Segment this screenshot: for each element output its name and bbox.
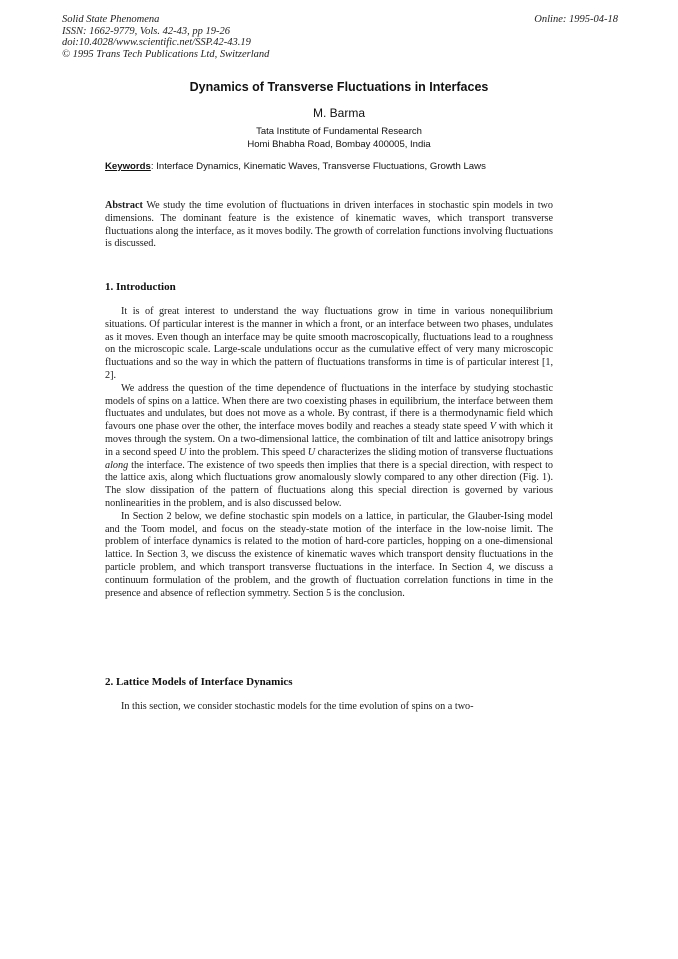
keywords-text: : Interface Dynamics, Kinematic Waves, Transverse Fluctuations, Growth Laws — [150, 161, 486, 172]
section-2-paragraph-1: In this section, we consider stochastic models for the time evolution of spins on a two- — [121, 701, 474, 712]
online-date: Online: 1995-04-18 — [534, 14, 618, 25]
affiliation-line-2: Homi Bhabha Road, Bombay 400005, India — [247, 138, 431, 150]
abstract-label: Abstract — [105, 200, 143, 211]
journal-metadata — [62, 14, 269, 60]
journal-name: Solid State Phenomena — [62, 14, 160, 25]
affiliation-line-1: Tata Institute of Fundamental Research — [256, 126, 422, 137]
symbol-u: U — [307, 446, 316, 458]
intro-p2-text-e: the interface. The existence of two speeds then implies that there is a special direction, with respect to the lattice axis, along which fluctuations grow anomalously slowly compared to any other direction (Fig. 1). The slow dissipation of the pattern of fluctuations along this special direction is governed by various nonlinearities in the problem, and is also discussed below. — [105, 459, 553, 509]
section-2-body — [105, 701, 553, 714]
intro-paragraph-1: It is of great interest to understand the way fluctuations grow in time in various nonequilibrium situations. Of particular interest is the manner in which a front, or an interface between two phases, undulates as it moves. Even though an interface may be quite smooth macroscopically, fluctuations lead to a roughness on the microscopic scale. Large-scale undulations occur as the cumulative effect of very many microscopic fluctuations and so the way in which the pattern of fluctuations transforms in time is of particular interest [1, 2]. — [105, 306, 553, 381]
paper-title: Dynamics of Transverse Fluctuations in Interfaces — [189, 80, 489, 94]
keywords-label: Keywords — [105, 161, 151, 172]
issn-line: ISSN: 1662-9779, Vols. 42-43, pp 19-26 — [62, 25, 230, 37]
abstract — [105, 200, 553, 251]
intro-p2-text-c: into the problem. This speed — [186, 446, 308, 458]
section-1-heading: 1. Introduction — [105, 281, 176, 293]
intro-p2-text-a: We address the question of the time dependence of fluctuations in the interface by studying stochastic models of spins on a lattice. When there are two coexisting phases in equilibrium, the interface between them fluctuates and undulates, but does not move as a whole. By contrast, if there is a thermodynamic field which favours one phase over the other, the interface moves bodily and reaches a steady state speed — [105, 382, 553, 433]
keywords — [105, 161, 575, 172]
doi-line: doi:10.4028/www.scientific.net/SSP.42-43.19 — [62, 37, 251, 49]
symbol-u: U — [179, 446, 187, 458]
symbol-v: V — [489, 421, 497, 433]
section-2-heading: 2. Lattice Models of Interface Dynamics — [105, 676, 293, 688]
intro-paragraph-2 — [105, 383, 553, 511]
affiliation — [0, 126, 678, 151]
section-1-body — [105, 306, 553, 600]
abstract-text: We study the time evolution of fluctuations in driven interfaces in stochastic spin models in two dimensions. The dominant feature is the existence of kinematic waves, which transport transverse fluctuations along the interface, as it moves bodily. The growth of correlation functions involving fluctuations is discussed. — [105, 200, 553, 250]
intro-p2-text-b: with which it moves through the system. On a two-dimensional lattice, the combination of tilt and lattice anisotropy brings in a second speed — [105, 421, 553, 458]
author-name: M. Barma — [312, 106, 365, 120]
intro-p2-text-d: characterizes the sliding motion of transverse fluctuations — [315, 446, 554, 458]
copyright-line: © 1995 Trans Tech Publications Ltd, Switzerland — [62, 48, 270, 60]
emphasis-along: along — [105, 459, 129, 471]
intro-paragraph-3: In Section 2 below, we define stochastic spin models on a lattice, in particular, the Glauber-Ising model and the Toom model, and focus on the steady-state motion of the interface in the low-noise limit. The problem of interface dynamics is related to the motion of hard-core particles, hopping on a one-dimensional lattice. In Section 3, we discuss the existence of kinematic waves which transport density fluctuations in the particle problem, and which transport transverse fluctuations in the interface. In Section 4, we discuss a continuum formulation of the problem, and the growth of fluctuation correlation functions in time in the presence and absence of reflection symmetry. Section 5 is the conclusion. — [105, 510, 553, 599]
